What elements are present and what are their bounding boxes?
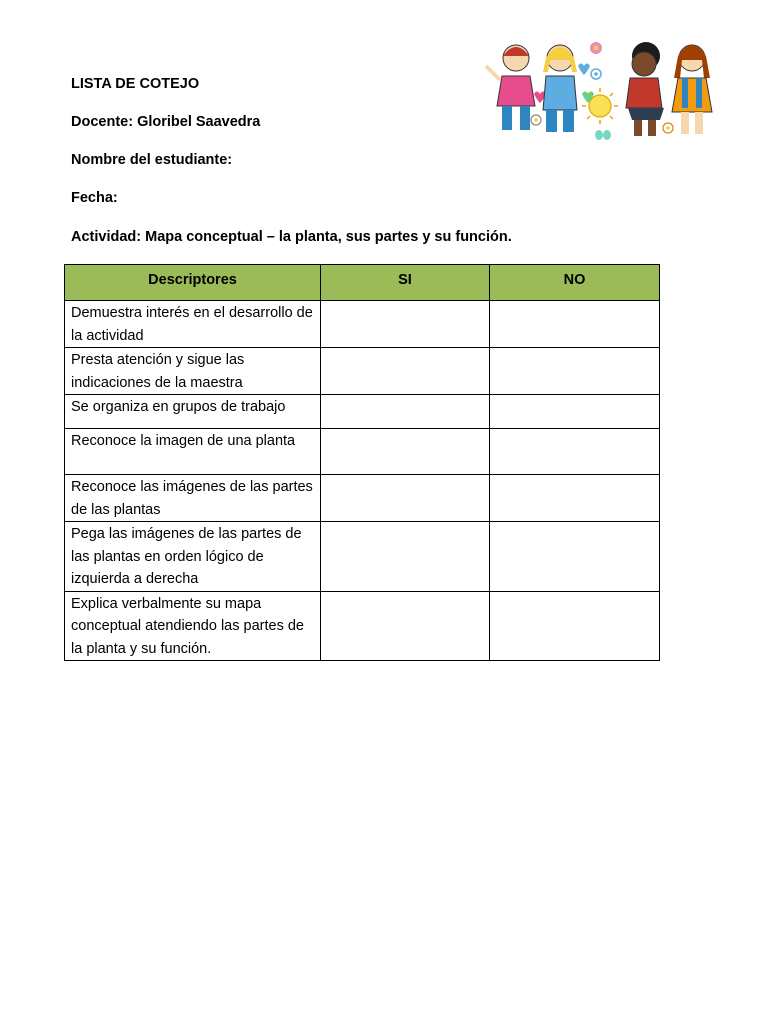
child-figure-icon [543,45,577,132]
table-row [65,395,660,429]
si-cell[interactable] [321,301,490,348]
date-label: Fecha: [71,190,118,206]
no-cell[interactable] [490,522,660,592]
column-header-no: NO [490,265,660,301]
page-title: LISTA DE COTEJO [71,76,200,92]
descriptor-cell: Presta atención y sigue las indicaciones de la maestra [65,348,321,395]
table-row [65,522,660,592]
child-figure-icon [626,42,664,136]
table-row [65,301,660,348]
teacher-name: Docente: Gloribel Saavedra [71,114,261,130]
descriptor-cell: Pega las imágenes de las partes de las plantas en orden lógico de izquierda a derecha [65,522,321,592]
child-figure-icon [672,45,712,134]
no-cell[interactable] [490,301,660,348]
column-header-si: SI [321,265,490,301]
children-clipart-icon [478,36,724,148]
descriptor-cell: Explica verbalmente su mapa conceptual atendiendo las partes de la planta y su función. [65,591,321,661]
student-name-label: Nombre del estudiante: [71,152,233,168]
no-cell[interactable] [490,591,660,661]
descriptor-cell: Se organiza en grupos de trabajo [65,395,321,429]
checklist-table [64,264,660,661]
no-cell[interactable] [490,475,660,522]
descriptor-cell: Reconoce la imagen de una planta [65,429,321,475]
flower-icon [531,115,541,125]
no-cell[interactable] [490,348,660,395]
sun-icon [582,88,618,124]
flower-icon [590,42,602,54]
si-cell[interactable] [321,522,490,592]
butterfly-icon [595,130,611,140]
activity-label: Actividad: Mapa conceptual – la planta, sus partes y su función. [71,229,512,245]
si-cell[interactable] [321,475,490,522]
table-row [65,429,660,475]
si-cell[interactable] [321,395,490,429]
descriptor-cell: Reconoce las imágenes de las partes de las plantas [65,475,321,522]
child-figure-icon [486,45,535,130]
si-cell[interactable] [321,591,490,661]
heart-icon [578,64,590,76]
descriptor-cell: Demuestra interés en el desarrollo de la actividad [65,301,321,348]
table-row [65,348,660,395]
no-cell[interactable] [490,395,660,429]
table-header-row [65,265,660,301]
flower-icon [663,123,673,133]
table-row [65,591,660,661]
si-cell[interactable] [321,348,490,395]
column-header-descriptores: Descriptores [65,265,321,301]
table-row [65,475,660,522]
no-cell[interactable] [490,429,660,475]
si-cell[interactable] [321,429,490,475]
flower-icon [591,69,601,79]
